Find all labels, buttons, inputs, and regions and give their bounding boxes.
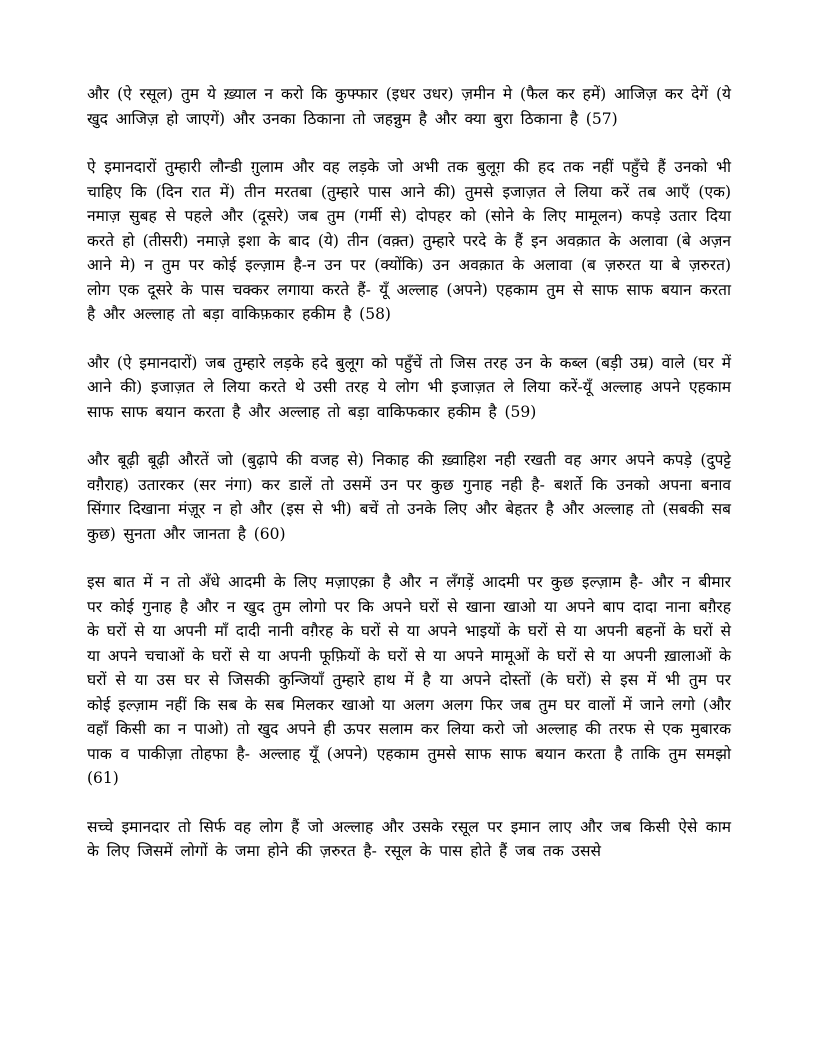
paragraph-verse-61: इस बात में न तो अँधे आदमी के लिए मज़ाएक़ा है और न लँगड़ें आदमी पर कुछ इल्ज़ाम है- और न बीमार पर कोई गुनाह है और न खुद तुम लोगो पर कि अपने घरों से खाना खाओ या अपने बाप दादा नाना बग़ैरह के घरों से या अपनी माँ दादी नानी वग़ैरह के घरों से या अपने भाइयों के घरों से या अपनी बहनों के घरों से या अपने चचाओं के घरों से या अपनी फूफ़ियों के घरों से या अपने मामूओं के घरों से या अपनी ख़ालाओं के घरों से या उस घर से जिसकी कुन्जियाँ तुम्हारे हाथ में है या अपने दोस्तों (के घरों) से इस में भी तुम पर कोई इल्ज़ाम नहीं कि सब के सब मिलकर खाओ या अलग अलग फिर जब तुम घर वालों में जाने लगो (और वहाँ किसी का न पाओ) तो खुद अपने ही ऊपर सलाम कर लिया करो जो अल्लाह की तरफ से एक मुबारक पाक व पाकीज़ा तोहफा है- अल्लाह यूँ (अपने) एहकाम तुमसे साफ साफ बयान करता है ताकि तुम समझो (61) — [87, 573, 731, 787]
paragraph-verse-57: और (ऐ रसूल) तुम ये ख़्याल न करो कि कुफ्फार (इधर उधर) ज़मीन मे (फैल कर हमें) आजिज़ कर देगें (ये खुद आजिज़ हो जाएगें) और उनका ठिकाना तो जहन्नुम है और क्या बुरा ठिकाना है (57) — [87, 85, 731, 128]
paragraph-verse-58: ऐ इमानदारों तुम्हारी लौन्डी ग़ुलाम और वह लड़के जो अभी तक बुलूग़ की हद तक नहीं पहुँचे हैं उनको भी चाहिए कि (दिन रात में) तीन मरतबा (तुम्हारे पास आने की) तुमसे इजाज़त ले लिया करें तब आएँ (एक) नमाज़ सुबह से पहले और (दूसरे) जब तुम (गर्मी से) दोपहर को (सोने के लिए मामूलन) कपड़े उतार दिया करते हो (तीसरी) नमाज़े इशा के बाद (ये) तीन (वक़्त) तुम्हारे परदे के हैं इन अवक़ात के अलावा (बे अज़न आने मे) न तुम पर कोई इल्ज़ाम है-न उन पर (क्योंकि) उन अवक़ात के अलावा (ब ज़रुरत या बे ज़रुरत) लोग एक दूसरे के पास चक्कर लगाया करते हैं- यूँ अल्लाह (अपने) एहकाम तुम से साफ साफ बयान करता है और अल्लाह तो बड़ा वाकिफ़कार हकीम है (58) — [87, 158, 731, 323]
paragraph-continuation: सच्चे इमानदार तो सिर्फ वह लोग हैं जो अल्लाह और उसके रसूल पर इमान लाए और जब किसी ऐसे काम के लिए जिसमें लोगों के जमा होने की ज़रुरत है- रसूल के पास होते हैं जब तक उससे — [87, 817, 731, 860]
paragraph-verse-60: और बूढ़ी बूढ़ी औरतें जो (बुढ़ापे की वजह से) निकाह की ख़्वाहिश नही रखती वह अगर अपने कपड़े (दुपट्टे वग़ैराह) उतारकर (सर नंगा) कर डालें तो उसमें उन पर कुछ गुनाह नही है- बशर्ते कि उनको अपना बनाव सिंगार दिखाना मंज़ूर न हो और (इस से भी) बचें तो उनके लिए और बेहतर है और अल्लाह तो (सबकी सब कुछ) सुनता और जानता है (60) — [87, 451, 731, 543]
paragraph-verse-59: और (ऐ इमानदारों) जब तुम्हारे लड़के हदे बुलूग को पहुँचें तो जिस तरह उन के कब्ल (बड़ी उम्र) वाले (घर में आने की) इजाज़त ले लिया करते थे उसी तरह ये लोग भी इजाज़त ले लिया करें-यूँ अल्लाह अपने एहकाम साफ साफ बयान करता है और अल्लाह तो बड़ा वाकिफकार हकीम है (59) — [87, 353, 731, 421]
